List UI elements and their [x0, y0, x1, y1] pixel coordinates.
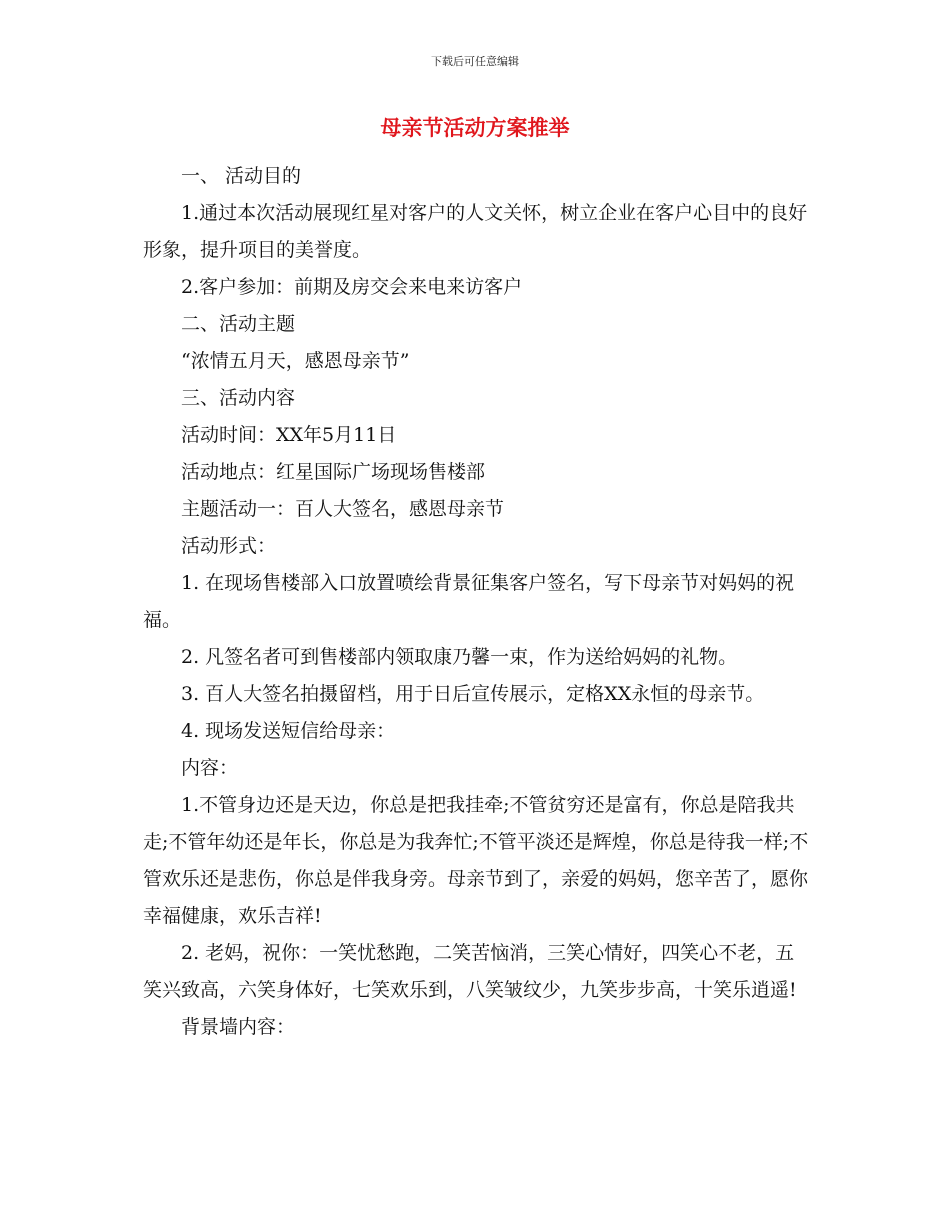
paragraph: 活动地点：红星国际广场现场售楼部 — [181, 461, 486, 483]
section-heading-content: 三、活动内容 — [181, 387, 296, 409]
paragraph: 2.客户参加：前期及房交会来电来访客户 — [181, 276, 523, 298]
list-item: 1. 在现场售楼部入口放置喷绘背景征集客户签名，写下母亲节对妈妈的祝福。 — [143, 572, 795, 631]
paragraph: 活动时间：XX年5月11日 — [181, 424, 397, 446]
section-heading-purpose: 一、 活动目的 — [181, 165, 302, 187]
list-item: 1.不管身边还是天边，你总是把我挂牵;不管贫穷还是富有，你总是陪我共走;不管年幼还是年长，你总是为我奔忙;不管平淡还是辉煌，你总是待我一样;不管欢乐还是悲伤，你总是伴我身旁。母亲节到了，亲爱的妈妈，您辛苦了，愿你幸福健康，欢乐吉祥! — [143, 794, 809, 927]
list-item: 2. 老妈，祝你：一笑忧愁跑，二笑苦恼消，三笑心情好，四笑心不老，五笑兴致高，六笑身体好，七笑欢乐到，八笑皱纹少，九笑步步高，十笑乐逍遥! — [143, 942, 797, 1001]
paragraph: 活动形式： — [181, 535, 277, 557]
paragraph: 内容： — [181, 757, 239, 779]
paragraph: “浓情五月天，感恩母亲节” — [181, 350, 410, 372]
header-note: 下载后可任意编辑 — [431, 55, 519, 68]
document-body — [143, 158, 811, 1046]
paragraph: 1.通过本次活动展现红星对客户的人文关怀，树立企业在客户心目中的良好形象，提升项目的美誉度。 — [143, 202, 808, 261]
paragraph: 背景墙内容： — [181, 1016, 296, 1038]
section-heading-theme: 二、活动主题 — [181, 313, 296, 335]
list-item: 4. 现场发送短信给母亲： — [181, 720, 396, 742]
list-item: 3. 百人大签名拍摄留档，用于日后宣传展示，定格XX永恒的母亲节。 — [181, 683, 765, 705]
document-title: 母亲节活动方案推举 — [380, 115, 570, 140]
list-item: 2. 凡签名者可到售楼部内领取康乃馨一束，作为送给妈妈的礼物。 — [181, 646, 738, 668]
paragraph: 主题活动一：百人大签名，感恩母亲节 — [181, 498, 505, 520]
